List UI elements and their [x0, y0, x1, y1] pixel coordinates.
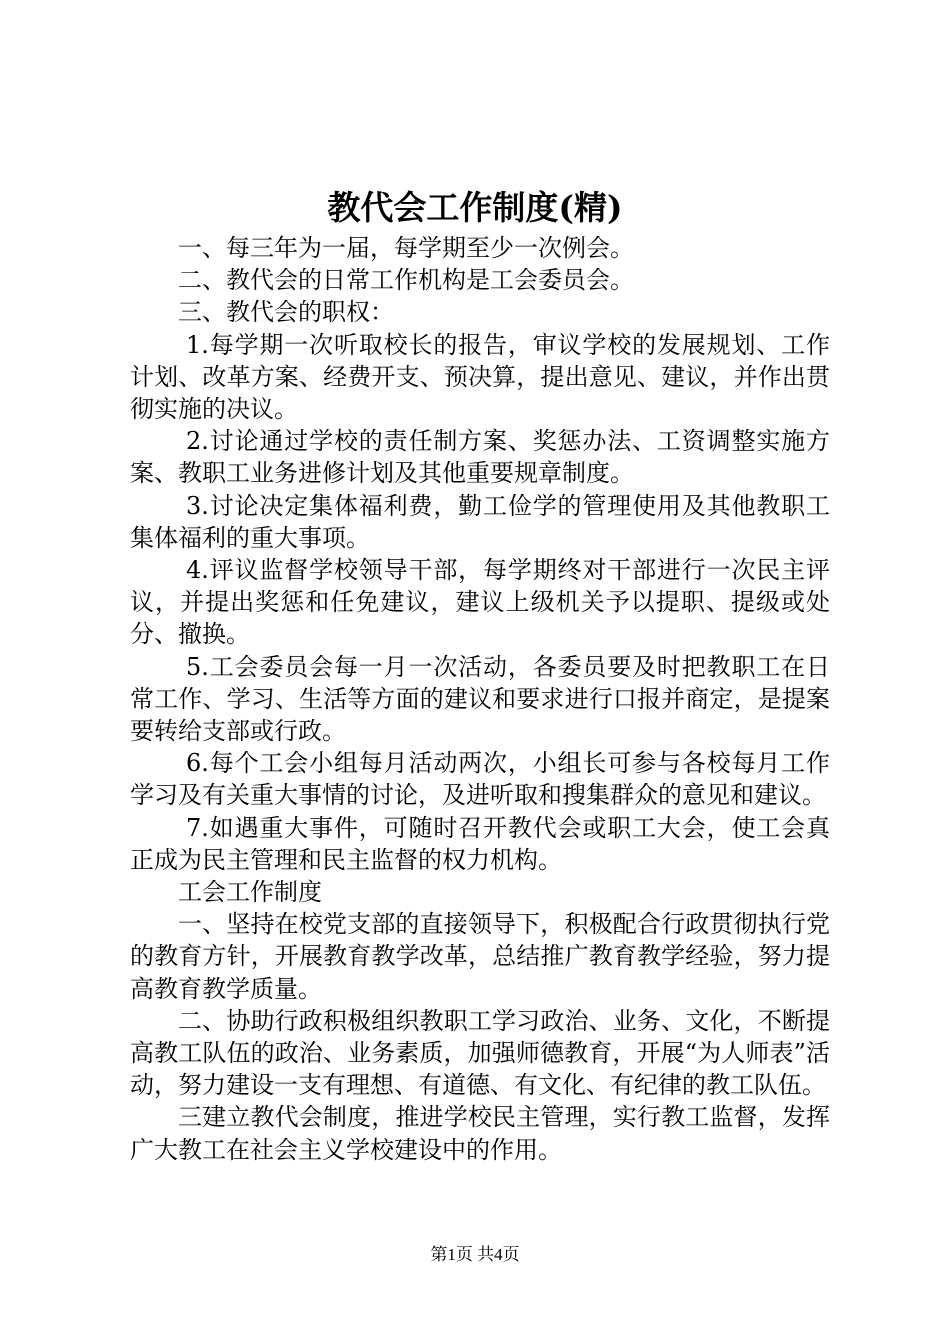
paragraph: 三、教代会的职权：: [178, 298, 394, 327]
list-item-paragraph: 3.讨论决定集体福利费，勤工俭学的管理使用及其他教职工集体福利的重大事项。: [130, 491, 830, 552]
paragraph: 三建立教代会制度，推进学校民主管理，实行教工监督，发挥广大教工在社会主义学校建设中的作用。: [130, 1103, 830, 1164]
document-body: [130, 232, 830, 1166]
section-heading: 工会工作制度: [178, 878, 322, 907]
list-item-paragraph: 4.评议监督学校领导干部，每学期终对干部进行一次民主评议，并提出奖惩和任免建议，建议上级机关予以提职、提级或处分、撤换。: [130, 556, 830, 649]
paragraph: 一、坚持在校党支部的直接领导下，积极配合行政贯彻执行党的教育方针，开展教育教学改革，总结推广教育教学经验，努力提高教育教学质量。: [130, 910, 830, 1003]
paragraph: 二、协助行政积极组织教职工学习政治、业务、文化，不断提高教工队伍的政治、业务素质，加强师德教育，开展“为人师表”活动，努力建设一支有理想、有道德、有文化、有纪律的教工队伍。: [130, 1006, 830, 1100]
list-item-paragraph: 5.工会委员会每一月一次活动，各委员要及时把教职工在日常工作、学习、生活等方面的建议和要求进行口报并商定，是提案要转给支部或行政。: [130, 652, 830, 746]
page-number-footer: 第1页 共4页: [430, 1245, 520, 1264]
list-item-paragraph: 6.每个工会小组每月活动两次，小组长可参与各校每月工作学习及有关重大事情的讨论，及进听取和搜集群众的意见和建议。: [130, 749, 830, 810]
list-item-paragraph: 7.如遇重大事件，可随时召开教代会或职工大会，使工会真正成为民主管理和民主监督的权力机构。: [130, 813, 830, 874]
paragraph: 二、教代会的日常工作机构是工会委员会。: [178, 266, 634, 295]
document-title: 教代会工作制度(精): [327, 188, 623, 227]
paragraph: 一、每三年为一届，每学期至少一次例会。: [178, 234, 634, 262]
list-item-paragraph: 1.每学期一次听取校长的报告，审议学校的发展规划、工作计划、改革方案、经费开支、预决算，提出意见、建议，并作出贯彻实施的决议。: [130, 330, 830, 424]
list-item-paragraph: 2.讨论通过学校的责任制方案、奖惩办法、工资调整实施方案、教职工业务进修计划及其他重要规章制度。: [130, 427, 830, 488]
